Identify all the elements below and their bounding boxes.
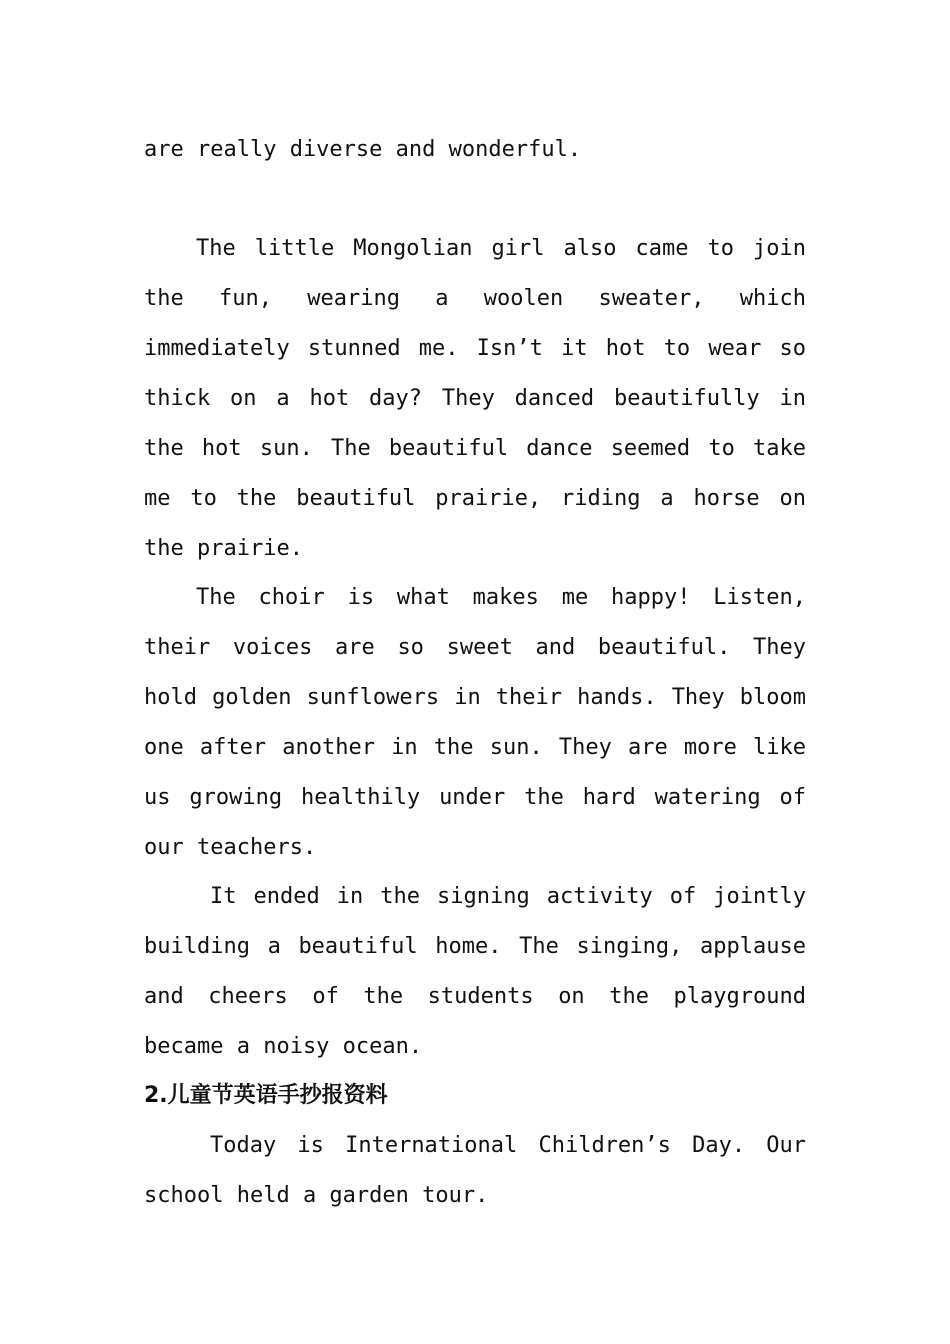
section-heading: 2.儿童节英语手抄报资料: [144, 1083, 388, 1108]
paragraph-continuation: are really diverse and wonderful.: [144, 137, 582, 162]
paragraph-ending: It ended in the signing activity of jointly building a beautiful home. The singing, applause and cheers of the students on the playground became a noisy ocean.: [144, 884, 806, 1059]
paragraph-choir: The choir is what makes me happy! Listen, their voices are so sweet and beautiful. They hold golden sunflowers in their hands. They bloom one after another in the sun. They are more like us growing healthily under the hard watering of our teachers.: [144, 585, 806, 860]
paragraph-mongolian-girl: The little Mongolian girl also came to join the fun, wearing a woolen sweater, which immediately stunned me. Isn’t it hot to wear so thick on a hot day? They danced beautifully in the hot sun. The beautiful dance seemed to take me to the beautiful prairie, riding a horse on the prairie.: [144, 236, 806, 561]
paragraph-childrens-day: Today is International Children’s Day. Our school held a garden tour.: [144, 1133, 806, 1208]
